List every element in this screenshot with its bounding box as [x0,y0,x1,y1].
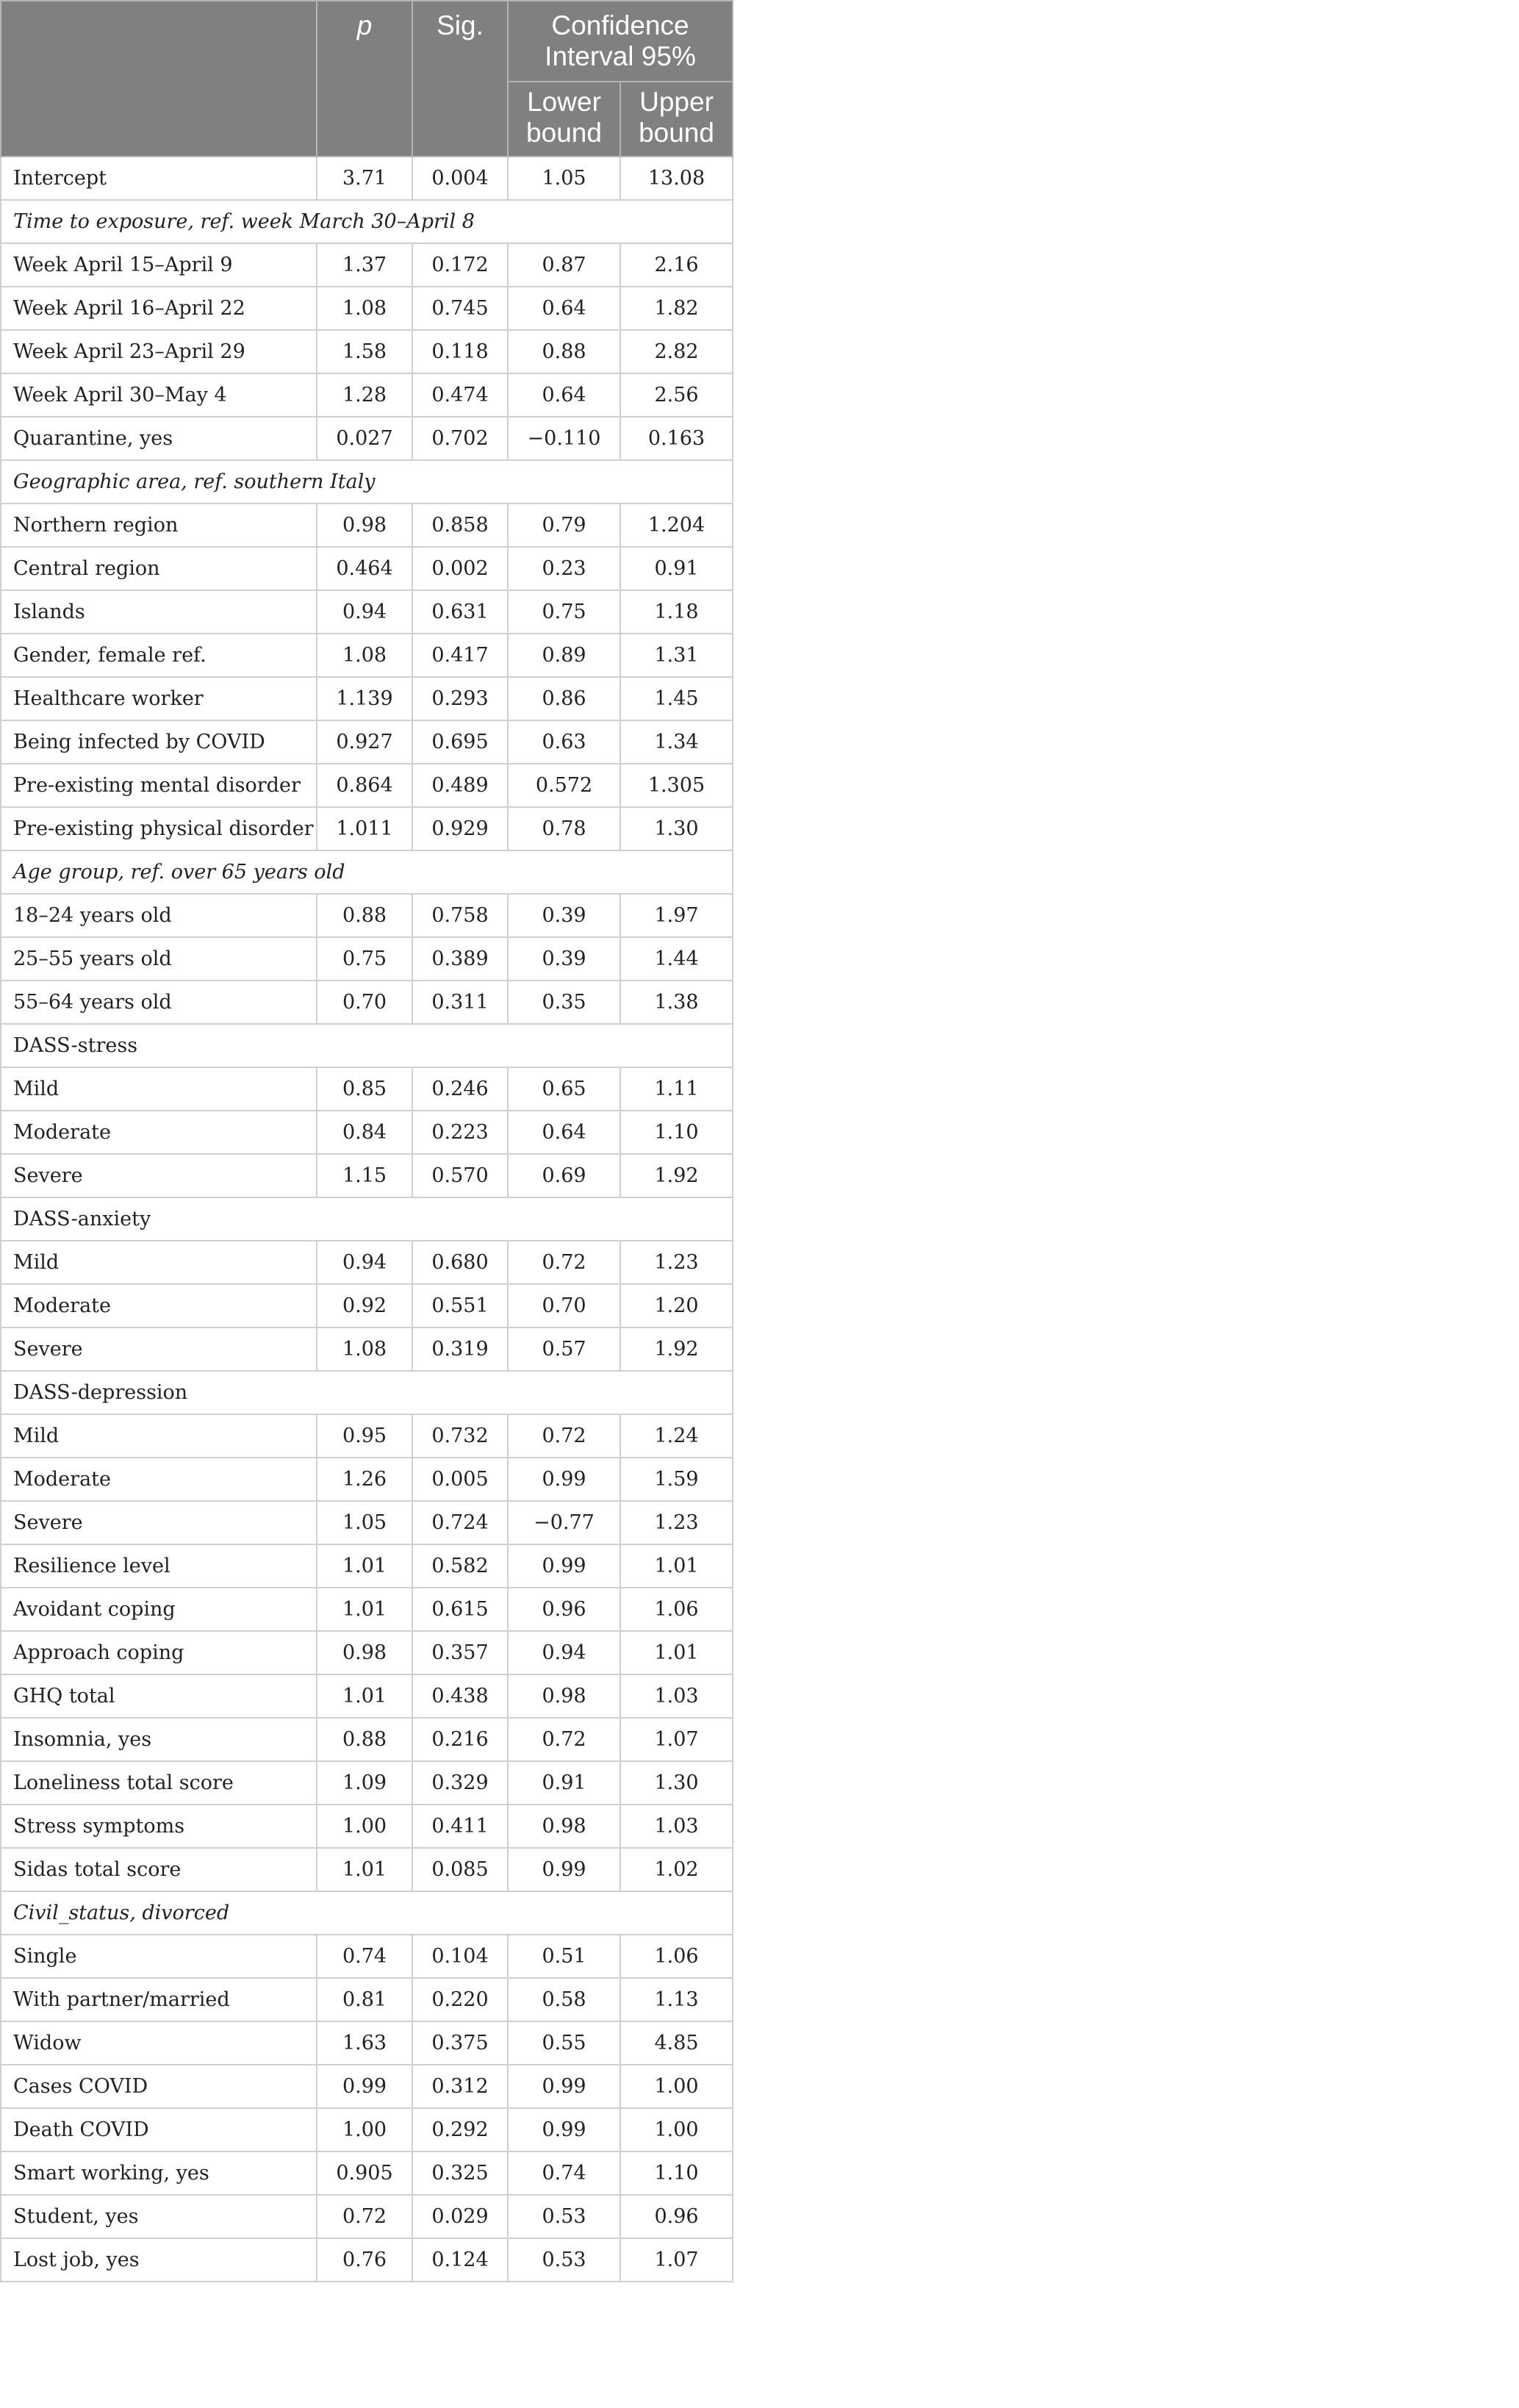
row-label: Intercept [1,157,317,200]
table-row [1,1154,733,1197]
cell-sig: 0.124 [412,2238,508,2282]
table-row [1,243,733,287]
table-row [1,807,733,850]
cell-upper-bound: 1.07 [620,2238,733,2282]
cell-sig: 0.104 [412,1935,508,1978]
table-row [1,2151,733,2195]
table-row [1,1241,733,1284]
cell-p: 1.58 [317,330,412,373]
cell-sig: 0.375 [412,2021,508,2065]
header-upper-bound [620,82,733,157]
cell-lower-bound: 0.89 [508,634,620,677]
row-label: Being infected by COVID [1,720,317,764]
cell-lower-bound: 0.99 [508,2065,620,2108]
table-row [1,1848,733,1891]
cell-lower-bound: 0.74 [508,2151,620,2195]
table-row [1,2195,733,2238]
cell-upper-bound: 1.10 [620,2151,733,2195]
cell-sig: 0.631 [412,590,508,634]
table-row [1,1935,733,1978]
cell-lower-bound: 0.99 [508,1848,620,1891]
cell-sig: 0.489 [412,764,508,807]
section-header-row [1,1371,733,1414]
cell-lower-bound: 0.72 [508,1241,620,1284]
cell-lower-bound: 0.98 [508,1674,620,1718]
cell-upper-bound: 1.13 [620,1978,733,2021]
cell-p: 1.63 [317,2021,412,2065]
table-row [1,287,733,330]
cell-lower-bound: 0.51 [508,1935,620,1978]
row-label: Avoidant coping [1,1588,317,1631]
table-row [1,1978,733,2021]
table-row [1,590,733,634]
cell-upper-bound: 13.08 [620,157,733,200]
row-label: 55–64 years old [1,981,317,1024]
table-row [1,373,733,417]
row-label: Mild [1,1241,317,1284]
table-row [1,330,733,373]
group-label: Age group, ref. over 65 years old [1,850,733,894]
row-label: Week April 30–May 4 [1,373,317,417]
cell-p: 1.08 [317,1327,412,1371]
cell-p: 1.05 [317,1501,412,1544]
table-row [1,764,733,807]
row-label: Healthcare worker [1,677,317,720]
row-label: Moderate [1,1284,317,1327]
table-row [1,1501,733,1544]
cell-lower-bound: 0.58 [508,1978,620,2021]
table-row [1,2021,733,2065]
cell-sig: 0.002 [412,547,508,590]
section-header-row [1,1197,733,1241]
table-row [1,2065,733,2108]
cell-lower-bound: −0.77 [508,1501,620,1544]
cell-upper-bound: 1.30 [620,1761,733,1805]
cell-lower-bound: −0.110 [508,417,620,460]
row-label: Pre-existing physical disorder [1,807,317,850]
cell-p: 0.94 [317,590,412,634]
cell-lower-bound: 0.87 [508,243,620,287]
row-label: Moderate [1,1111,317,1154]
header-lower-line2: bound [526,118,602,148]
cell-upper-bound: 1.92 [620,1154,733,1197]
cell-sig: 0.085 [412,1848,508,1891]
header-p: p [317,1,412,157]
cell-sig: 0.438 [412,1674,508,1718]
cell-sig: 0.005 [412,1458,508,1501]
row-label: Gender, female ref. [1,634,317,677]
row-label: Islands [1,590,317,634]
cell-upper-bound: 0.163 [620,417,733,460]
cell-upper-bound: 1.01 [620,1544,733,1588]
cell-p: 0.864 [317,764,412,807]
cell-p: 1.28 [317,373,412,417]
cell-upper-bound: 1.03 [620,1805,733,1848]
group-header-row [1,850,733,894]
cell-p: 0.75 [317,937,412,981]
cell-lower-bound: 0.64 [508,1111,620,1154]
cell-lower-bound: 0.53 [508,2238,620,2282]
cell-upper-bound: 1.03 [620,1674,733,1718]
section-label: DASS-stress [1,1024,733,1067]
cell-upper-bound: 1.10 [620,1111,733,1154]
table-row [1,894,733,937]
cell-sig: 0.220 [412,1978,508,2021]
cell-p: 1.01 [317,1588,412,1631]
cell-lower-bound: 0.57 [508,1327,620,1371]
group-label: Civil_status, divorced [1,1891,733,1935]
cell-sig: 0.118 [412,330,508,373]
cell-p: 1.00 [317,1805,412,1848]
table-row [1,1284,733,1327]
row-label: Northern region [1,504,317,547]
row-label: With partner/married [1,1978,317,2021]
cell-sig: 0.357 [412,1631,508,1674]
cell-lower-bound: 0.99 [508,2108,620,2151]
cell-p: 0.027 [317,417,412,460]
cell-p: 0.98 [317,504,412,547]
cell-lower-bound: 0.64 [508,287,620,330]
row-label: Week April 15–April 9 [1,243,317,287]
cell-sig: 0.293 [412,677,508,720]
table-row [1,547,733,590]
table-row [1,1805,733,1848]
table-row [1,1544,733,1588]
cell-lower-bound: 0.53 [508,2195,620,2238]
row-label: Smart working, yes [1,2151,317,2195]
cell-p: 0.88 [317,894,412,937]
table-row [1,1327,733,1371]
cell-upper-bound: 1.44 [620,937,733,981]
cell-lower-bound: 0.35 [508,981,620,1024]
cell-upper-bound: 1.82 [620,287,733,330]
table-body [1,157,733,2282]
cell-p: 1.08 [317,287,412,330]
row-label: Mild [1,1067,317,1111]
cell-sig: 0.551 [412,1284,508,1327]
cell-p: 0.98 [317,1631,412,1674]
table-row [1,937,733,981]
cell-sig: 0.695 [412,720,508,764]
cell-sig: 0.292 [412,2108,508,2151]
cell-lower-bound: 0.64 [508,373,620,417]
row-label: 25–55 years old [1,937,317,981]
cell-p: 0.905 [317,2151,412,2195]
table-row [1,634,733,677]
cell-lower-bound: 0.78 [508,807,620,850]
cell-sig: 0.004 [412,157,508,200]
results-table-container [0,0,732,2282]
table-header [1,1,733,157]
cell-sig: 0.745 [412,287,508,330]
cell-p: 0.94 [317,1241,412,1284]
cell-p: 0.464 [317,547,412,590]
cell-sig: 0.724 [412,1501,508,1544]
row-label: Single [1,1935,317,1978]
section-header-row [1,1024,733,1067]
cell-upper-bound: 1.23 [620,1241,733,1284]
cell-p: 0.85 [317,1067,412,1111]
cell-lower-bound: 0.39 [508,894,620,937]
group-header-row [1,1891,733,1935]
cell-upper-bound: 1.00 [620,2065,733,2108]
row-label: Moderate [1,1458,317,1501]
cell-lower-bound: 0.98 [508,1805,620,1848]
cell-upper-bound: 0.96 [620,2195,733,2238]
cell-lower-bound: 1.05 [508,157,620,200]
cell-upper-bound: 1.06 [620,1588,733,1631]
table-row [1,1631,733,1674]
cell-upper-bound: 2.16 [620,243,733,287]
cell-upper-bound: 1.45 [620,677,733,720]
results-table [0,0,733,2282]
row-label: Lost job, yes [1,2238,317,2282]
cell-sig: 0.389 [412,937,508,981]
cell-upper-bound: 1.01 [620,1631,733,1674]
cell-upper-bound: 1.92 [620,1327,733,1371]
row-label: Severe [1,1327,317,1371]
cell-lower-bound: 0.63 [508,720,620,764]
table-row [1,720,733,764]
section-label: DASS-depression [1,1371,733,1414]
cell-sig: 0.858 [412,504,508,547]
cell-p: 1.09 [317,1761,412,1805]
header-confidence-interval [508,1,733,82]
cell-lower-bound: 0.88 [508,330,620,373]
group-label: Time to exposure, ref. week March 30–April 8 [1,200,733,243]
header-upper-line1: Upper [639,87,714,117]
cell-p: 1.26 [317,1458,412,1501]
group-header-row [1,460,733,504]
cell-sig: 0.680 [412,1241,508,1284]
table-row [1,1674,733,1718]
header-ci-line1: Confidence [551,10,689,40]
table-row [1,2108,733,2151]
table-row [1,677,733,720]
cell-p: 1.37 [317,243,412,287]
header-variable [1,1,317,157]
row-label: GHQ total [1,1674,317,1718]
row-label: Student, yes [1,2195,317,2238]
cell-p: 0.74 [317,1935,412,1978]
table-row [1,2238,733,2282]
cell-upper-bound: 1.18 [620,590,733,634]
header-lower-line1: Lower [527,87,601,117]
header-ci-line2: Interval 95% [545,41,696,71]
cell-upper-bound: 4.85 [620,2021,733,2065]
section-label: DASS-anxiety [1,1197,733,1241]
cell-p: 1.01 [317,1674,412,1718]
row-label: Central region [1,547,317,590]
cell-upper-bound: 1.59 [620,1458,733,1501]
cell-p: 0.72 [317,2195,412,2238]
cell-sig: 0.329 [412,1761,508,1805]
row-label: Insomnia, yes [1,1718,317,1761]
row-label: Sidas total score [1,1848,317,1891]
cell-p: 1.01 [317,1544,412,1588]
row-label: Resilience level [1,1544,317,1588]
cell-sig: 0.029 [412,2195,508,2238]
cell-p: 1.15 [317,1154,412,1197]
cell-lower-bound: 0.69 [508,1154,620,1197]
header-sig: Sig. [412,1,508,157]
cell-sig: 0.311 [412,981,508,1024]
cell-sig: 0.582 [412,1544,508,1588]
table-row [1,1111,733,1154]
cell-upper-bound: 1.00 [620,2108,733,2151]
table-row [1,1414,733,1458]
table-row [1,157,733,200]
cell-p: 1.011 [317,807,412,850]
row-label: Cases COVID [1,2065,317,2108]
cell-sig: 0.319 [412,1327,508,1371]
cell-upper-bound: 1.204 [620,504,733,547]
header-lower-bound [508,82,620,157]
cell-p: 0.70 [317,981,412,1024]
cell-p: 0.95 [317,1414,412,1458]
row-label: Widow [1,2021,317,2065]
cell-lower-bound: 0.94 [508,1631,620,1674]
cell-lower-bound: 0.55 [508,2021,620,2065]
cell-lower-bound: 0.70 [508,1284,620,1327]
cell-sig: 0.172 [412,243,508,287]
cell-lower-bound: 0.79 [508,504,620,547]
cell-lower-bound: 0.99 [508,1458,620,1501]
table-row [1,417,733,460]
cell-p: 3.71 [317,157,412,200]
cell-lower-bound: 0.572 [508,764,620,807]
cell-upper-bound: 1.97 [620,894,733,937]
cell-sig: 0.474 [412,373,508,417]
cell-sig: 0.312 [412,2065,508,2108]
cell-p: 1.08 [317,634,412,677]
cell-lower-bound: 0.91 [508,1761,620,1805]
cell-sig: 0.702 [412,417,508,460]
cell-upper-bound: 2.82 [620,330,733,373]
cell-p: 0.88 [317,1718,412,1761]
group-header-row [1,200,733,243]
cell-p: 1.00 [317,2108,412,2151]
row-label: Loneliness total score [1,1761,317,1805]
cell-upper-bound: 1.20 [620,1284,733,1327]
cell-upper-bound: 1.305 [620,764,733,807]
table-row [1,1458,733,1501]
cell-p: 0.927 [317,720,412,764]
cell-p: 0.92 [317,1284,412,1327]
cell-upper-bound: 1.06 [620,1935,733,1978]
row-label: Severe [1,1501,317,1544]
table-row [1,504,733,547]
cell-sig: 0.570 [412,1154,508,1197]
cell-sig: 0.325 [412,2151,508,2195]
cell-upper-bound: 0.91 [620,547,733,590]
cell-sig: 0.417 [412,634,508,677]
cell-upper-bound: 1.24 [620,1414,733,1458]
table-row [1,1588,733,1631]
cell-sig: 0.216 [412,1718,508,1761]
row-label: Approach coping [1,1631,317,1674]
cell-p: 1.139 [317,677,412,720]
cell-upper-bound: 1.02 [620,1848,733,1891]
cell-sig: 0.758 [412,894,508,937]
cell-sig: 0.929 [412,807,508,850]
row-label: Pre-existing mental disorder [1,764,317,807]
cell-p: 0.84 [317,1111,412,1154]
cell-p: 0.76 [317,2238,412,2282]
table-row [1,1761,733,1805]
cell-upper-bound: 1.07 [620,1718,733,1761]
cell-lower-bound: 0.99 [508,1544,620,1588]
cell-lower-bound: 0.72 [508,1718,620,1761]
cell-upper-bound: 1.34 [620,720,733,764]
row-label: Quarantine, yes [1,417,317,460]
cell-upper-bound: 1.31 [620,634,733,677]
cell-lower-bound: 0.65 [508,1067,620,1111]
row-label: Stress symptoms [1,1805,317,1848]
table-row [1,981,733,1024]
group-label: Geographic area, ref. southern Italy [1,460,733,504]
cell-sig: 0.411 [412,1805,508,1848]
cell-lower-bound: 0.96 [508,1588,620,1631]
cell-lower-bound: 0.23 [508,547,620,590]
cell-upper-bound: 2.56 [620,373,733,417]
cell-sig: 0.732 [412,1414,508,1458]
cell-lower-bound: 0.72 [508,1414,620,1458]
row-label: Severe [1,1154,317,1197]
cell-sig: 0.246 [412,1067,508,1111]
cell-sig: 0.615 [412,1588,508,1631]
table-row [1,1067,733,1111]
cell-lower-bound: 0.86 [508,677,620,720]
cell-upper-bound: 1.11 [620,1067,733,1111]
row-label: 18–24 years old [1,894,317,937]
cell-upper-bound: 1.23 [620,1501,733,1544]
cell-sig: 0.223 [412,1111,508,1154]
row-label: Death COVID [1,2108,317,2151]
cell-lower-bound: 0.39 [508,937,620,981]
cell-p: 0.81 [317,1978,412,2021]
cell-upper-bound: 1.38 [620,981,733,1024]
row-label: Mild [1,1414,317,1458]
cell-p: 0.99 [317,2065,412,2108]
cell-p: 1.01 [317,1848,412,1891]
cell-lower-bound: 0.75 [508,590,620,634]
header-upper-line2: bound [639,118,714,148]
row-label: Week April 23–April 29 [1,330,317,373]
row-label: Week April 16–April 22 [1,287,317,330]
cell-upper-bound: 1.30 [620,807,733,850]
table-row [1,1718,733,1761]
